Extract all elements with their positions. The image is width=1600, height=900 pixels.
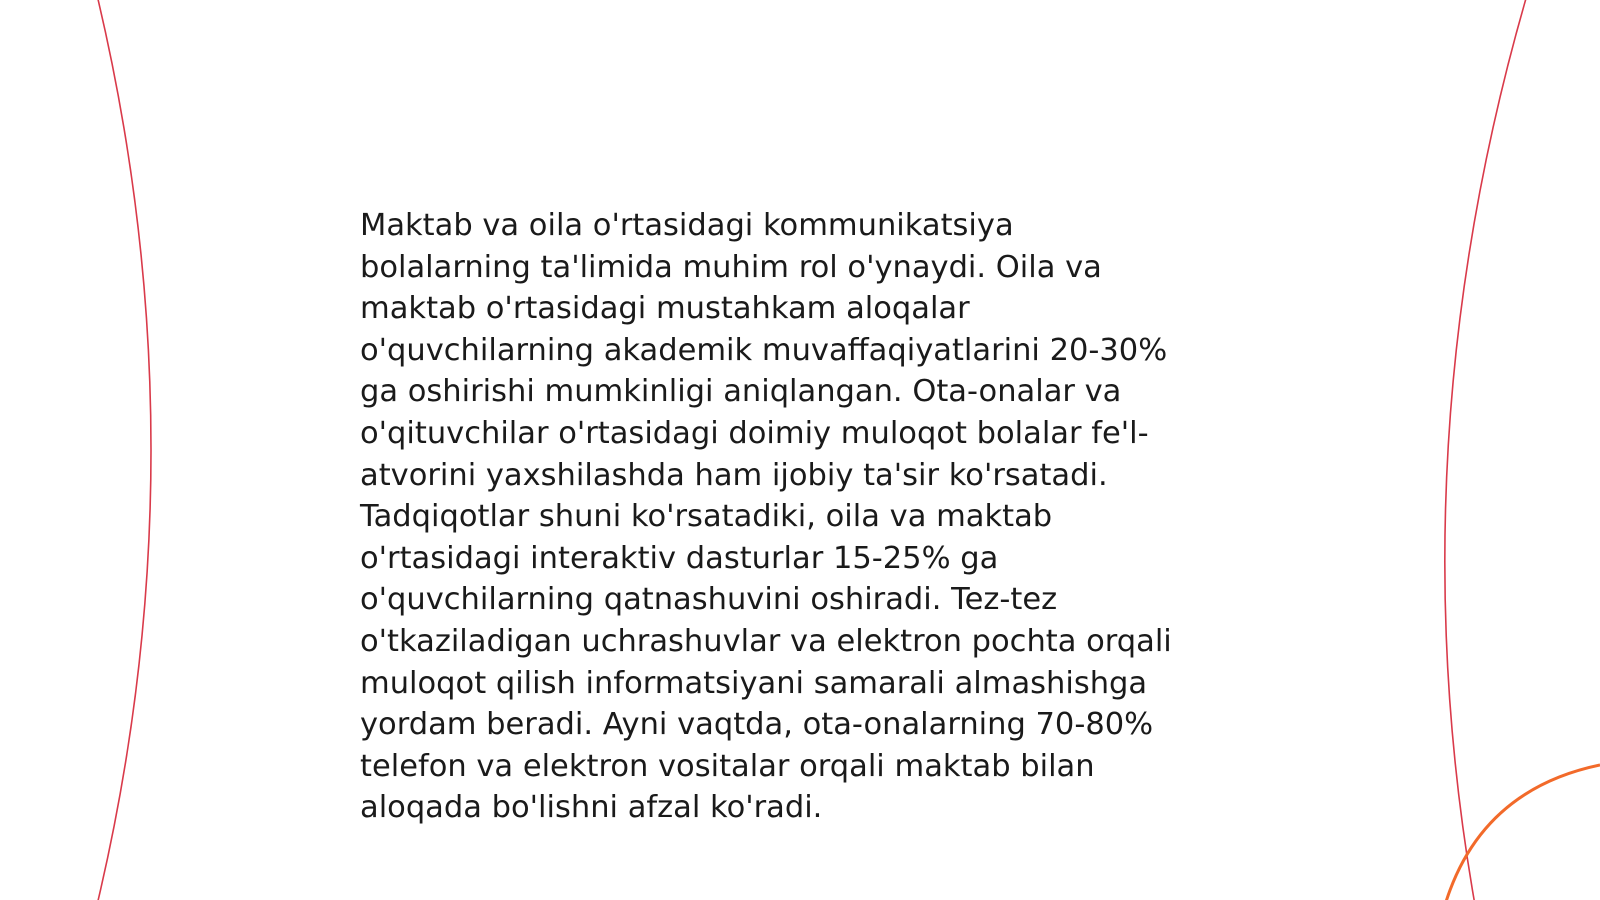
paragraph-line: telefon va elektron vositalar orqali maktab bilan bbox=[360, 748, 1095, 784]
paragraph-line: aloqada bo'lishni afzal ko'radi. bbox=[360, 790, 823, 826]
paragraph-line: ga oshirishi mumkinligi aniqlangan. Ota-onalar va bbox=[360, 374, 1122, 410]
paragraph-line: atvorini yaxshilashda ham ijobiy ta'sir ko'rsatadi. bbox=[360, 457, 1108, 493]
paragraph-line: muloqot qilish informatsiyani samarali almashishga bbox=[360, 665, 1148, 701]
right-curve-line bbox=[1445, 0, 1527, 900]
paragraph-line: o'rtasidagi interaktiv dasturlar 15-25% ga bbox=[360, 540, 999, 576]
body-paragraph bbox=[360, 205, 1230, 829]
paragraph-line: o'tkaziladigan uchrashuvlar va elektron pochta orqali bbox=[360, 623, 1172, 659]
bottom-right-arc bbox=[1445, 765, 1600, 900]
paragraph-line: Maktab va oila o'rtasidagi kommunikatsiya bbox=[360, 208, 1014, 243]
paragraph-line: o'quvchilarning qatnashuvini oshiradi. Tez-tez bbox=[360, 582, 1058, 618]
left-curve-line bbox=[97, 0, 151, 900]
paragraph-line: Tadqiqotlar shuni ko'rsatadiki, oila va maktab bbox=[360, 499, 1053, 535]
paragraph-line: yordam beradi. Ayni vaqtda, ota-onalarning 70-80% bbox=[360, 707, 1154, 743]
paragraph-line: o'quvchilarning akademik muvaffaqiyatlarini 20-30% bbox=[360, 332, 1168, 368]
paragraph-line: o'qituvchilar o'rtasidagi doimiy muloqot bolalar fe'l- bbox=[360, 415, 1149, 451]
paragraph-line: maktab o'rtasidagi mustahkam aloqalar bbox=[360, 291, 970, 327]
paragraph-line: bolalarning ta'limida muhim rol o'ynaydi. Oila va bbox=[360, 249, 1102, 285]
